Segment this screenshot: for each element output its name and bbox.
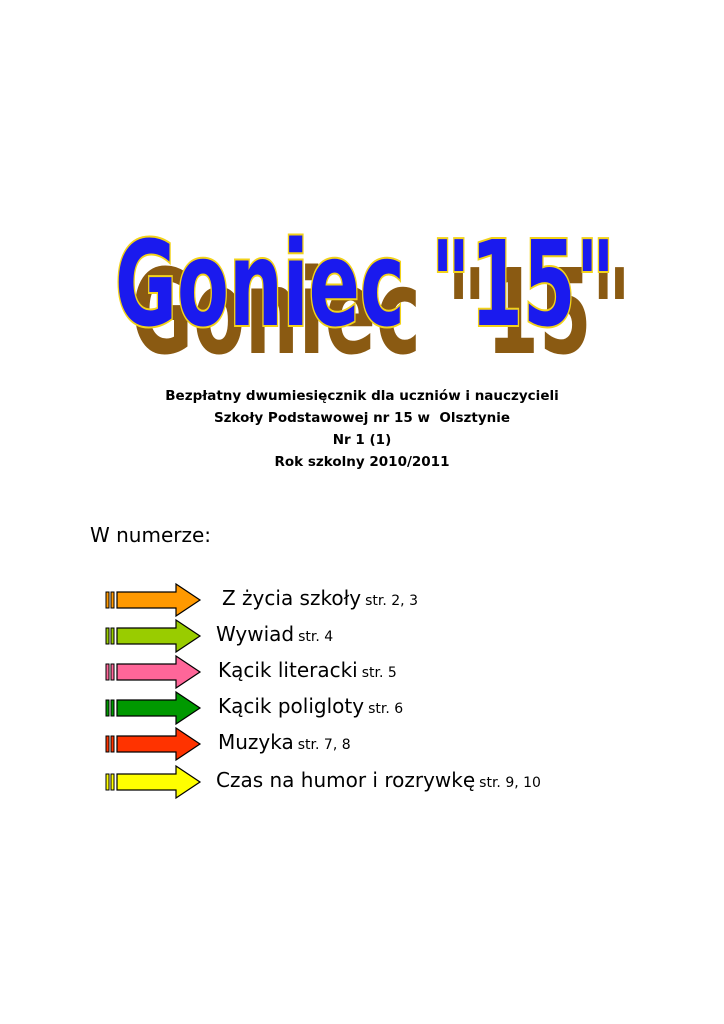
masthead-title bbox=[100, 160, 631, 381]
toc-item[interactable] bbox=[100, 582, 700, 618]
arrow-right-icon bbox=[104, 726, 204, 762]
subtitle-line-2: Szkoły Podstawowej nr 15 w Olsztynie bbox=[213, 410, 511, 426]
toc-item[interactable] bbox=[100, 764, 700, 800]
toc-item-pages: str. 9, 10 bbox=[479, 775, 541, 791]
toc-item[interactable] bbox=[100, 618, 700, 654]
arrow-right-icon bbox=[104, 764, 204, 800]
toc-item-title: Wywiad bbox=[216, 622, 295, 646]
toc-item-pages: str. 2, 3 bbox=[365, 593, 418, 609]
arrow-right-icon bbox=[104, 582, 204, 618]
toc-item-title: Kącik literacki bbox=[218, 658, 358, 682]
subtitle-line-1: Bezpłatny dwumiesięcznik dla uczniów i nauczycieli bbox=[165, 388, 559, 404]
toc-item-title: Czas na humor i rozrywkę bbox=[216, 768, 476, 792]
arrow-right-icon bbox=[104, 654, 204, 690]
toc-item[interactable] bbox=[100, 726, 700, 762]
toc-item-pages: str. 5 bbox=[361, 665, 397, 681]
toc-item-pages: str. 4 bbox=[298, 629, 334, 645]
masthead-shadow-text: Goniec "15" bbox=[131, 243, 631, 381]
toc-item-title: Kącik poligloty bbox=[218, 694, 365, 718]
toc-item[interactable] bbox=[100, 654, 700, 690]
arrow-right-icon bbox=[104, 690, 204, 726]
masthead-main-text: Goniec "15" bbox=[115, 215, 615, 353]
issue-number: Nr 1 (1) bbox=[332, 432, 392, 448]
masthead-logo bbox=[100, 160, 631, 381]
toc-item-title: Muzyka bbox=[218, 730, 294, 754]
toc-item-pages: str. 6 bbox=[368, 701, 404, 717]
toc-item[interactable] bbox=[100, 690, 700, 726]
school-year: Rok szkolny 2010/2011 bbox=[274, 454, 450, 470]
toc-item-title: Z życia szkoły bbox=[222, 586, 362, 610]
publication-info bbox=[0, 385, 724, 473]
contents-heading: W numerze: bbox=[90, 523, 212, 547]
arrow-right-icon bbox=[104, 618, 204, 654]
toc-item-pages: str. 7, 8 bbox=[297, 737, 351, 753]
